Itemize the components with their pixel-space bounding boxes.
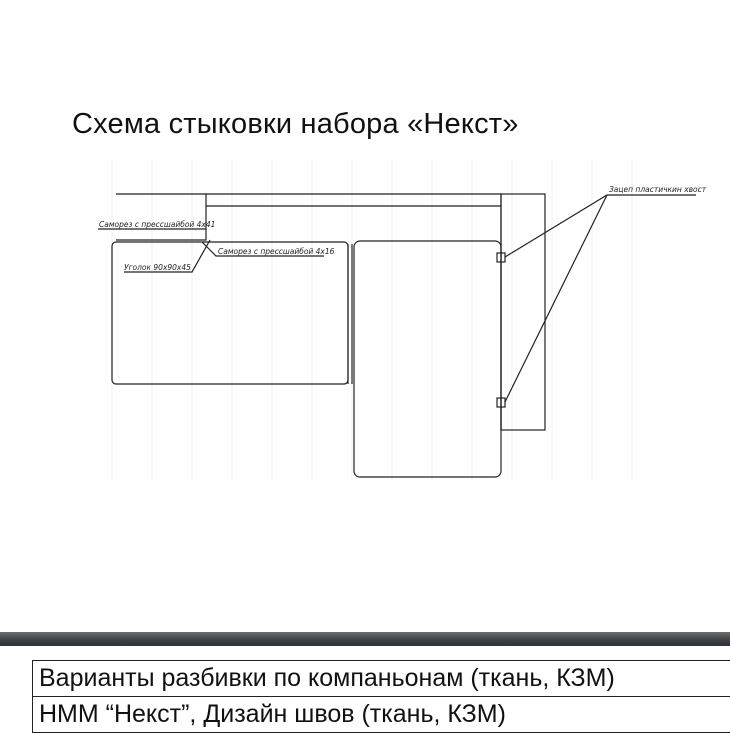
- leader-hook: [505, 195, 696, 257]
- corner-seat: [354, 241, 501, 477]
- screw-middle-label: Саморез с прессшайбой 4х16: [218, 247, 335, 256]
- screw-left-label: Саморез с прессшайбой 4х41: [99, 220, 216, 229]
- section-divider-bar: [0, 632, 730, 646]
- table-row: Варианты разбивки по компаньонам (ткань, КЗМ): [33, 661, 730, 697]
- corner-label: Уголок 90х90х45: [124, 263, 191, 272]
- table-row: НММ “Некст”, Дизайн швов (ткань, КЗМ): [33, 697, 730, 733]
- variants-table: [32, 660, 730, 733]
- page-title: Схема стыковки набора «Некст»: [72, 108, 519, 140]
- hook-label: Зацеп пластичкин хвост: [609, 185, 707, 194]
- top-backrest: [206, 194, 501, 206]
- right-backrest: [501, 194, 545, 430]
- background-grid: [112, 160, 632, 480]
